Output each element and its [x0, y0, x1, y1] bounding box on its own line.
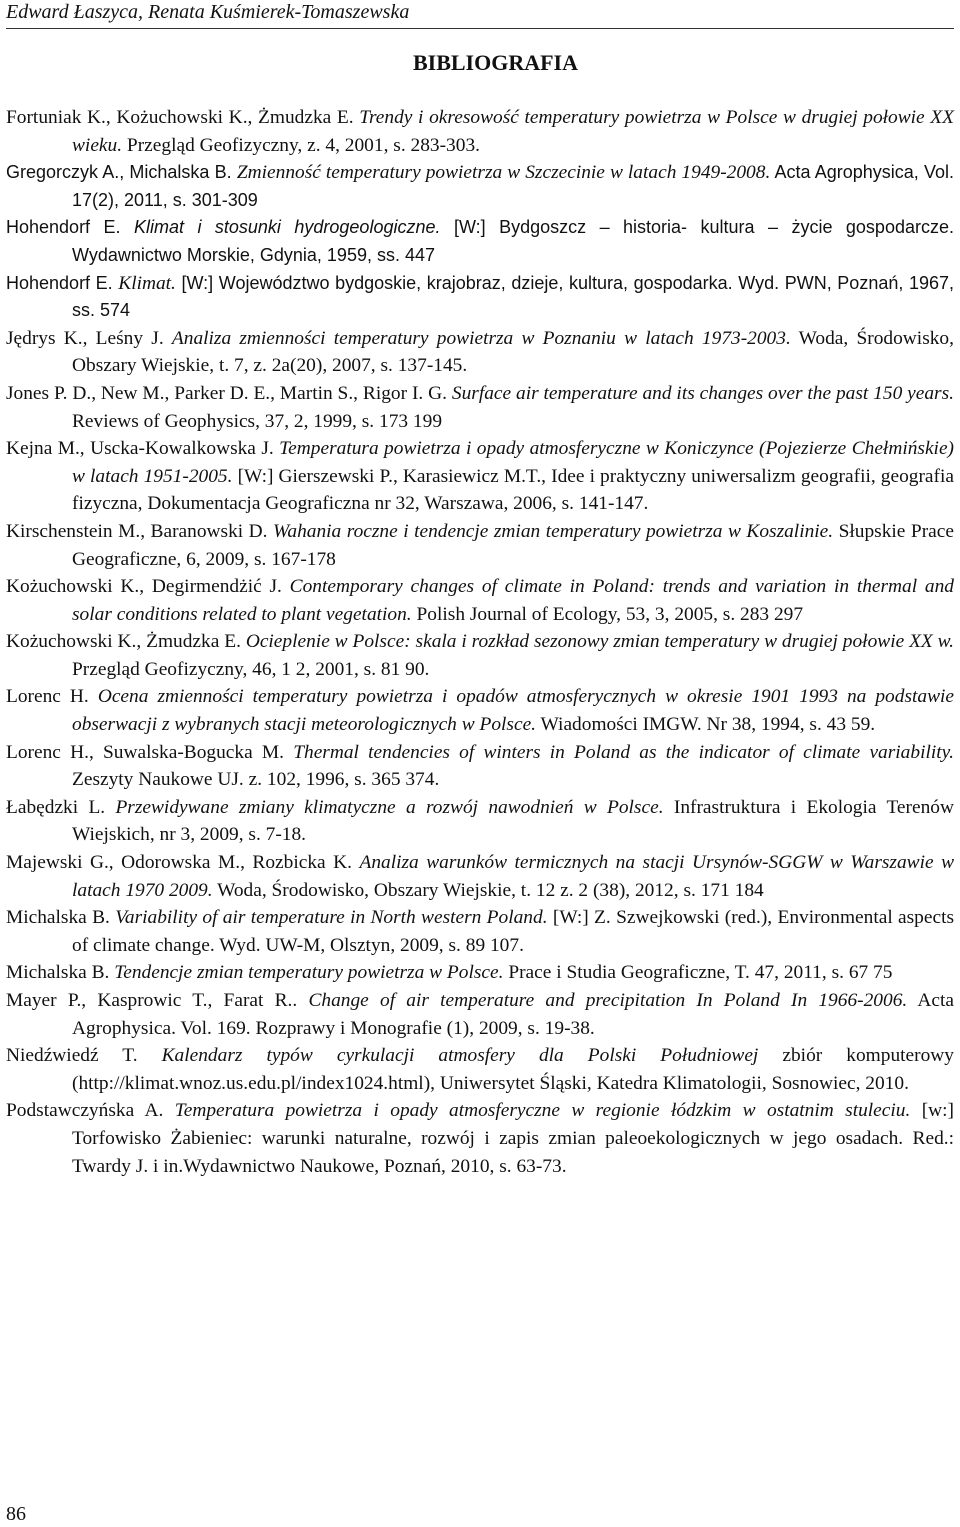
- entry-authors: Jędrys K., Leśny J.: [6, 327, 172, 349]
- entry-title: Ocieplenie w Polsce: skala i rozkład sezonowy zmian temperatury w drugiej połowie XX w.: [245, 631, 955, 653]
- entry-source: Przegląd Geofizyczny, z. 4, 2001, s. 283-303.: [122, 134, 480, 156]
- bibliography-entry: [6, 214, 954, 269]
- entry-source: zbiór komputerowy (http://klimat.wnoz.us.edu.pl/index1024.html), Uniwersytet Śląski, Katedra Klimatologii, Sosnowiec, 2010.: [72, 1045, 954, 1094]
- entry-title: Klimat i stosunki hydrogeologiczne.: [133, 217, 441, 238]
- entry-authors: Podstawczyńska A.: [6, 1100, 175, 1122]
- bibliography-entry: [6, 270, 954, 325]
- entry-authors: Mayer P., Kasprowic T., Farat R..: [6, 990, 309, 1011]
- bibliography-entry: [6, 325, 954, 380]
- entry-source: [W:] Województwo bydgoskie, krajobraz, dzieje, kultura, gospodarka. Wyd. PWN, Poznań, 1967, ss. 574: [72, 272, 954, 321]
- entry-title: Klimat.: [118, 272, 176, 294]
- entry-title: Surface air temperature and its changes over the past 150 years.: [451, 382, 954, 404]
- entry-authors: Gregorczyk A., Michalska B.: [6, 162, 237, 183]
- entry-source: [W:] Gierszewski P., Karasiewicz M.T., Idee i praktyczny uniwersalizm geografii, geografia fizyczna, Dokumentacja Geograficzna nr 32, Warszawa, 2006, s. 141-147.: [72, 465, 954, 515]
- entry-source: Prace i Studia Geograficzne, T. 47, 2011, s. 67 75: [503, 962, 893, 984]
- running-header: Edward Łaszyca, Renata Kuśmierek-Tomaszewska: [6, 1, 410, 23]
- entry-authors: Kejna M., Uscka-Kowalkowska J.: [6, 438, 280, 460]
- entry-source: [W:] Bydgoszcz – historia- kultura – życie gospodarcze. Wydawnictwo Morskie, Gdynia, 1959, ss. 447: [72, 217, 954, 265]
- entry-authors: Hohendorf E.: [6, 217, 134, 238]
- entry-authors: Kożuchowski K., Żmudzka E.: [6, 631, 246, 653]
- entry-title: Thermal tendencies of winters in Poland as the indicator of climate variability.: [293, 741, 955, 763]
- bibliography-list: [6, 104, 954, 1180]
- entry-authors: Kirschenstein M., Baranowski D.: [6, 520, 274, 542]
- entry-source: [W:] Z. Szwejkowski (red.), Environmental aspects of climate change. Wyd. UW-M, Olsztyn, 2009, s. 89 107.: [72, 907, 955, 956]
- entry-title: Analiza zmienności temperatury powietrza w Poznaniu w latach 1973-2003.: [171, 327, 791, 349]
- entry-source: Wiadomości IMGW. Nr 38, 1994, s. 43 59.: [536, 714, 876, 736]
- entry-authors: Jones P. D., New M., Parker D. E., Martin S., Rigor I. G.: [6, 382, 452, 404]
- entry-source: Acta Agrophysica. Vol. 169. Rozprawy i Monografie (1), 2009, s. 19-38.: [72, 990, 954, 1039]
- entry-source: Słupskie Prace Geograficzne, 6, 2009, s. 167-178: [72, 520, 954, 570]
- bibliography-entry: [6, 739, 954, 794]
- bibliography-entry: [6, 987, 954, 1042]
- bibliography-entry: [6, 959, 954, 987]
- entry-source: Zeszyty Naukowe UJ. z. 102, 1996, s. 365 374.: [72, 769, 440, 791]
- entry-authors: Łabędzki L.: [6, 796, 116, 818]
- entry-source: Polish Journal of Ecology, 53, 3, 2005, s. 283 297: [411, 603, 804, 625]
- bibliography-entry: [6, 435, 954, 518]
- bibliography-entry: [6, 849, 954, 904]
- entry-title: Analiza warunków termicznych na stacji Ursynów-SGGW w Warszawie w latach 1970 2009.: [72, 852, 955, 901]
- entry-source: Acta Agrophysica, Vol. 17(2), 2011, s. 301-309: [72, 162, 954, 210]
- entry-title: Tendencje zmian temperatury powietrza w Polsce.: [114, 962, 504, 984]
- entry-source: Woda, Środowisko, Obszary Wiejskie, t. 12 z. 2 (38), 2012, s. 171 184: [212, 879, 764, 901]
- entry-source: Przegląd Geofizyczny, 46, 1 2, 2001, s. 81 90.: [72, 658, 430, 680]
- entry-title: Temperatura powietrza i opady atmosferyczne w Koniczynce (Pojezierze Chełmińskie) w latach 1951-2005.: [72, 438, 955, 487]
- bibliography-entry: [6, 628, 954, 683]
- entry-authors: Fortuniak K., Kożuchowski K., Żmudzka E.: [6, 107, 360, 128]
- entry-source: Infrastruktura i Ekologia Terenów Wiejskich, nr 3, 2009, s. 7-18.: [72, 796, 954, 846]
- bibliography-entry: [6, 904, 954, 959]
- entry-source: [w:] Torfowisko Żabieniec: warunki naturalne, rozwój i zapis zmian paleoekologicznych w jego osadach. Red.: Twardy J. i in.Wydawnictwo Naukowe, Poznań, 2010, s. 63-73.: [72, 1100, 955, 1177]
- bibliography-entry: [6, 1042, 954, 1097]
- bibliography-entry: [6, 159, 954, 214]
- bibliography-entry: [6, 518, 954, 573]
- entry-authors: Niedźwiedź T.: [6, 1045, 162, 1067]
- entry-title: Variability of air temperature in North western Poland.: [115, 907, 548, 929]
- entry-authors: Michalska B.: [6, 907, 116, 929]
- entry-title: Trendy i okresowość temperatury powietrza w Polsce w drugiej połowie XX wieku.: [72, 107, 954, 156]
- entry-title: Przewidywane zmiany klimatyczne a rozwój nawodnień w Polsce.: [115, 796, 664, 818]
- entry-title: Kalendarz typów cyrkulacji atmosfery dla Polski Południowej: [161, 1045, 759, 1067]
- entry-authors: Lorenc H., Suwalska-Bogucka M.: [6, 741, 294, 763]
- entry-authors: Michalska B.: [6, 962, 115, 984]
- entry-authors: Majewski G., Odorowska M., Rozbicka K.: [6, 852, 360, 874]
- bibliography-entry: [6, 380, 954, 435]
- header-rule: [6, 28, 954, 29]
- entry-title: Change of air temperature and precipitation In Poland In 1966-2006.: [308, 990, 908, 1011]
- entry-authors: Kożuchowski K., Degirmendżić J.: [6, 576, 290, 598]
- entry-source: Reviews of Geophysics, 37, 2, 1999, s. 173 199: [72, 410, 443, 432]
- entry-authors: Hohendorf E.: [6, 272, 119, 293]
- entry-title: Contemporary changes of climate in Poland: trends and variation in thermal and solar conditions related to plant vegetation.: [72, 576, 955, 625]
- bibliography-entry: [6, 683, 954, 738]
- bibliography-entry: [6, 1097, 954, 1180]
- page-number: 86: [6, 1503, 26, 1525]
- bibliography-entry: [6, 794, 954, 849]
- entry-title: Zmienność temperatury powietrza w Szczecinie w latach 1949-2008.: [236, 162, 771, 184]
- entry-title: Temperatura powietrza i opady atmosferyczne w regionie łódzkim w ostatnim stuleciu.: [174, 1100, 911, 1122]
- entry-source: Woda, Środowisko, Obszary Wiejskie, t. 7, z. 2a(20), 2007, s. 137-145.: [72, 327, 954, 377]
- section-title: BIBLIOGRAFIA: [412, 50, 578, 75]
- entry-authors: Lorenc H.: [6, 686, 98, 708]
- entry-title: Ocena zmienności temperatury powietrza i opadów atmosferycznych w okresie 1901 1993 na podstawie obserwacji z wybranych stacji meteorologicznych w Polsce.: [72, 686, 955, 736]
- entry-title: Wahania roczne i tendencje zmian temperatury powietrza w Koszalinie.: [273, 520, 834, 542]
- bibliography-entry: [6, 104, 954, 159]
- bibliography-entry: [6, 573, 954, 628]
